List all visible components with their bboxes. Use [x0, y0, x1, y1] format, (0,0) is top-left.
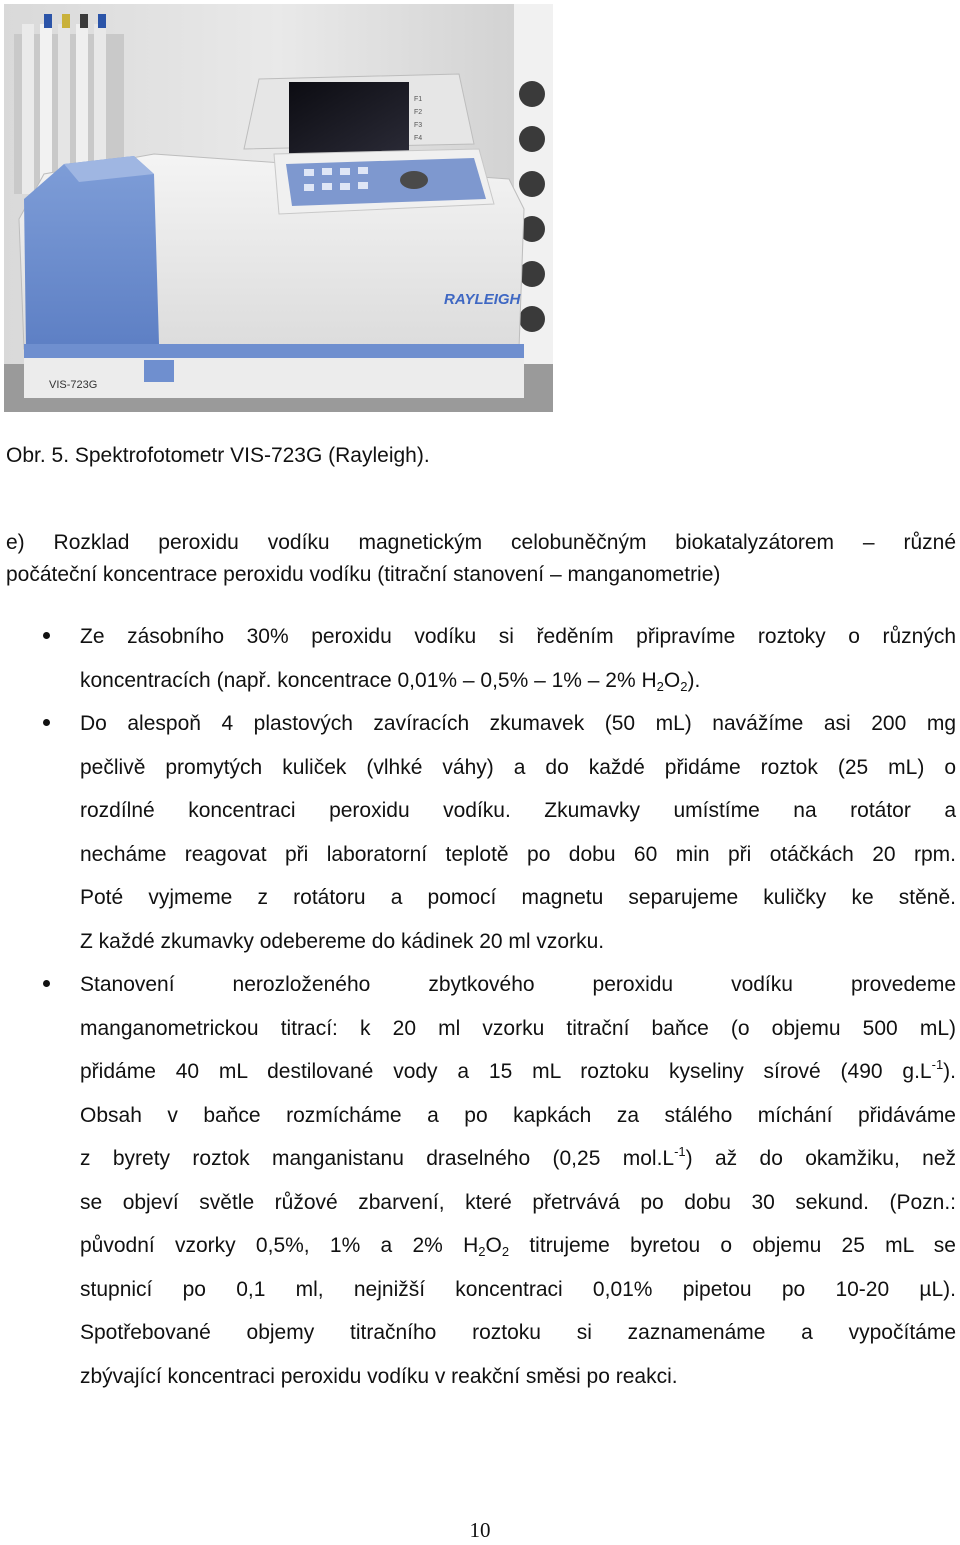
bullet-2-line-4: necháme reagovat při laboratorní teplotě po dobu 60 min při otáčkách 20 rpm.	[80, 842, 956, 866]
screen-key-f1: F1	[414, 96, 423, 103]
screen-key-f4: F4	[414, 135, 423, 142]
screen-key-f2: F2	[414, 109, 423, 116]
page-number: 10	[469, 1518, 491, 1542]
bullet-icon	[43, 980, 50, 987]
bullet-2-line-2: pečlivě promytých kuliček (vlhké váhy) a do každé přidáme roztok (25 mL) o	[80, 755, 956, 779]
bullet-1-line-2: koncentracích (např. koncentrace 0,01% – 0,5% – 1% – 2% $H_2O_2$).	[80, 668, 701, 694]
bullet-2-line-6: Z každé zkumavky odebereme do kádinek 20 ml vzorku.	[80, 929, 605, 953]
section-heading-line-2: počáteční koncentrace peroxidu vodíku (titrační stanovení – manganometrie)	[6, 563, 721, 586]
bullet-2-line-3: rozdílné koncentraci peroxidu vodíku. Zkumavky umístíme na rotátor a	[80, 799, 956, 822]
bullet-3-line-9: Spotřebované objemy titračního roztoku si zaznamenáme a vypočítáme	[80, 1321, 956, 1344]
bullet-3-line-7: původní vzorky 0,5%, 1% a 2% $H_2O_2$ titrujeme byretou o objemu 25 mL se	[80, 1234, 956, 1259]
bullet-list	[80, 615, 956, 1398]
bullet-3-line-3: přidáme 40 mL destilované vody a 15 mL roztoku kyseliny sírové (490 $g.L^{-1}$).	[80, 1057, 956, 1083]
section-heading	[6, 527, 956, 591]
screen-key-f3: F3	[414, 122, 423, 129]
bullet-1-line-1: Ze zásobního 30% peroxidu vodíku si ředěním připravíme roztoky o různých	[80, 625, 956, 648]
bullet-item-3	[80, 963, 956, 1398]
bullet-icon	[43, 719, 50, 726]
bullet-3-line-2: manganometrickou titrací: k 20 ml vzorku titrační baňce (o objemu 500 mL)	[80, 1016, 956, 1040]
bullet-3-line-5: z byrety roztok manganistanu draselného (0,25 $mol.L^{-1}$) až do okamžiku, než	[80, 1144, 956, 1170]
spectrophotometer-photo	[4, 4, 553, 412]
bullet-3-line-1: Stanovení nerozloženého zbytkového peroxidu vodíku provedeme	[80, 973, 956, 996]
section-heading-line-1: e) Rozklad peroxidu vodíku magnetickým celobuněčným biokatalyzátorem – různé	[6, 531, 956, 554]
bullet-3-line-4: Obsah v baňce rozmícháme a po kapkách za stálého míchání přidáváme	[80, 1103, 956, 1127]
bullet-3-line-8: stupnicí po 0,1 ml, nejnižší koncentraci 0,01% pipetou po 10-20 µL).	[80, 1277, 956, 1301]
bullet-2-line-1: Do alespoň 4 plastových zavíracích zkumavek (50 mL) navážíme asi 200 mg	[80, 712, 956, 735]
brand-label: RAYLEIGH	[444, 291, 521, 308]
bullet-2-line-5: Poté vyjmeme z rotátoru a pomocí magnetu separujeme kuličky ke stěně.	[80, 886, 956, 909]
model-label: VIS-723G	[49, 379, 98, 391]
bullet-item-2	[80, 702, 956, 963]
bullet-icon	[43, 632, 50, 639]
bullet-3-line-6: se objeví světle růžové zbarvení, které přetrvává po dobu 30 sekund. (Pozn.:	[80, 1190, 956, 1214]
figure-caption: Obr. 5. Spektrofotometr VIS-723G (Rayleigh).	[6, 444, 430, 467]
bullet-item-1	[80, 615, 956, 702]
bullet-3-line-10: zbývající koncentraci peroxidu vodíku v reakční směsi po reakci.	[80, 1364, 678, 1388]
